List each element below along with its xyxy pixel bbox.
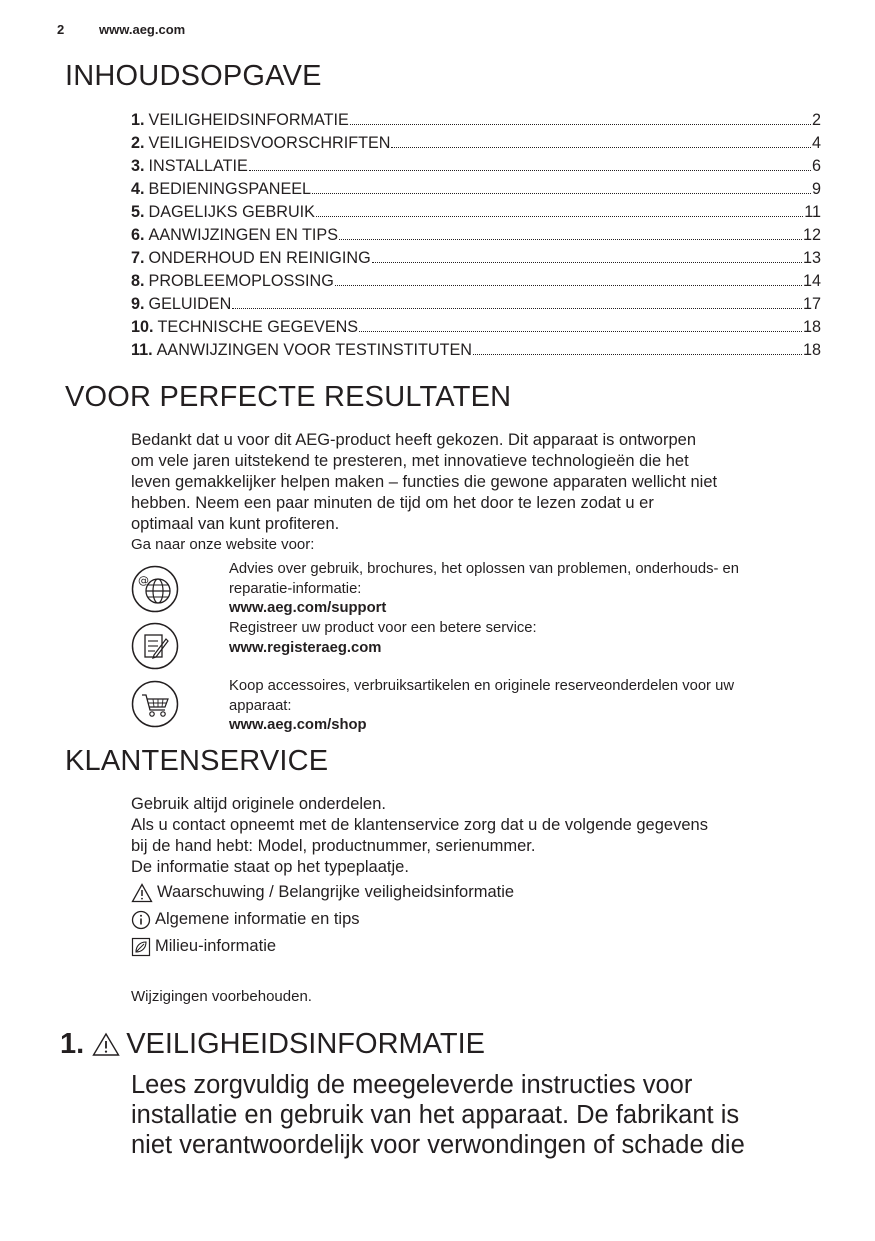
service-support-text	[229, 560, 819, 619]
text-line: hebben. Neem een paar minuten de tijd om het door te lezen zodat u er	[131, 494, 654, 512]
toc-entry[interactable]	[131, 272, 821, 295]
section-1-title: VEILIGHEIDSINFORMATIE	[126, 1028, 485, 1060]
toc-dot-leader	[249, 170, 811, 171]
toc-title: INHOUDSOPGAVE	[65, 60, 322, 92]
leaf-icon	[131, 937, 151, 957]
toc-dot-leader	[372, 262, 802, 263]
page-number: 2	[57, 22, 65, 37]
page-header	[57, 22, 185, 37]
toc-dot-leader	[335, 285, 802, 286]
text-line: Bedankt dat u voor dit AEG-product heeft gekozen. Dit apparaat is ontworpen	[131, 431, 697, 449]
toc-dot-leader	[339, 239, 802, 240]
text-line: leven gemakkelijker helpen maken – functies die gewone apparaten wellicht niet	[131, 473, 718, 491]
toc-entry-label: VEILIGHEIDSVOORSCHRIFTEN	[148, 134, 391, 152]
warning-icon	[131, 883, 153, 903]
toc-entry-number: 11.	[131, 341, 153, 359]
globe-icon	[131, 565, 179, 613]
toc-entry-number: 9.	[131, 295, 145, 313]
toc-entry-number: 10.	[131, 318, 154, 336]
toc-dot-leader	[350, 124, 811, 125]
section-1-number: 1.	[60, 1028, 85, 1060]
register-icon	[131, 622, 179, 670]
text-line: bij de hand hebt: Model, productnummer, serienummer.	[131, 837, 536, 855]
toc-dot-leader	[312, 193, 811, 194]
toc-entry-label: AANWIJZINGEN EN TIPS	[148, 226, 338, 244]
info-icon	[131, 910, 151, 930]
text-line: Lees zorgvuldig de meegeleverde instructies voor	[131, 1071, 693, 1099]
toc-entry-number: 4.	[131, 180, 145, 198]
toc-entry-number: 2.	[131, 134, 145, 152]
toc-entry[interactable]	[131, 295, 821, 318]
toc-entry-page: 4	[811, 134, 821, 152]
perfect-results-text	[131, 430, 821, 555]
shop-link[interactable]: www.aeg.com/shop	[229, 717, 367, 733]
legend-info-label: Algemene informatie en tips	[155, 910, 360, 928]
toc-entry[interactable]	[131, 249, 821, 272]
toc-entry-page: 12	[802, 226, 821, 244]
toc-entry-page: 11	[804, 203, 821, 221]
toc-dot-leader	[391, 147, 811, 148]
text-line: niet verantwoordelijk voor verwondingen of schade die	[131, 1131, 745, 1159]
changes-reserved: Wijzigingen voorbehouden.	[131, 988, 312, 1005]
toc-dot-leader	[232, 308, 802, 309]
text-line: Registreer uw product voor een betere service:	[229, 620, 537, 636]
toc-entry-label: DAGELIJKS GEBRUIK	[148, 203, 315, 221]
perfect-results-title: VOOR PERFECTE RESULTATEN	[65, 381, 512, 413]
toc-entry-page: 14	[802, 272, 821, 290]
toc-entry[interactable]	[131, 157, 821, 180]
text-line: Als u contact opneemt met de klantenservice zorg dat u de volgende gegevens	[131, 816, 708, 834]
text-line: reparatie-informatie:	[229, 580, 362, 597]
website-intro: Ga naar onze website voor:	[131, 536, 315, 553]
text-line: Gebruik altijd originele onderdelen.	[131, 795, 386, 813]
toc-entry-number: 3.	[131, 157, 145, 175]
toc-entry-label: BEDIENINGSPANEEL	[148, 180, 312, 198]
toc-entry-page: 6	[811, 157, 821, 175]
customer-service-title: KLANTENSERVICE	[65, 745, 329, 777]
toc-entry[interactable]	[131, 203, 821, 226]
service-shop-text	[229, 677, 819, 736]
toc-dot-leader	[359, 331, 802, 332]
legend-environment	[131, 933, 821, 960]
cart-icon	[131, 680, 179, 728]
text-line: installatie en gebruik van het apparaat. De fabrikant is	[131, 1101, 740, 1129]
toc-entry-number: 7.	[131, 249, 145, 267]
toc-entry-label: ONDERHOUD EN REINIGING	[148, 249, 371, 267]
toc-entry[interactable]	[131, 134, 821, 157]
customer-service-text	[131, 794, 821, 878]
toc-dot-leader	[473, 354, 802, 355]
toc-entry-label: GELUIDEN	[148, 295, 232, 313]
text-line: optimaal van kunt profiteren.	[131, 515, 340, 533]
toc-entry[interactable]	[131, 111, 821, 134]
text-line: Advies over gebruik, brochures, het oplossen van problemen, onderhouds- en	[229, 561, 739, 577]
support-link[interactable]: www.aeg.com/support	[229, 600, 387, 616]
register-link[interactable]: www.registeraeg.com	[229, 639, 382, 656]
service-register-text	[229, 619, 819, 658]
toc-entry-number: 1.	[131, 111, 145, 129]
toc-entry-label: TECHNISCHE GEGEVENS	[157, 318, 359, 336]
toc-entry-page: 13	[802, 249, 821, 267]
section-1-lead	[131, 1070, 831, 1160]
toc-entry[interactable]	[131, 341, 821, 364]
header-website: www.aeg.com	[99, 22, 186, 37]
symbol-legend	[131, 879, 821, 960]
toc-entry-page: 2	[811, 111, 821, 129]
legend-info	[131, 906, 821, 933]
legend-warning	[131, 879, 821, 906]
toc-entry-page: 17	[802, 295, 821, 313]
table-of-contents	[131, 111, 821, 364]
legend-environment-label: Milieu-informatie	[155, 937, 277, 955]
toc-entry-label: VEILIGHEIDSINFORMATIE	[148, 111, 349, 129]
toc-entry-number: 6.	[131, 226, 145, 244]
toc-entry-page: 18	[802, 341, 821, 359]
toc-entry-number: 8.	[131, 272, 145, 290]
toc-entry-page: 9	[811, 180, 821, 198]
legend-warning-label: Waarschuwing / Belangrijke veiligheidsinformatie	[157, 883, 515, 901]
svg-text:@: @	[138, 574, 149, 587]
toc-entry[interactable]	[131, 226, 821, 249]
toc-dot-leader	[316, 216, 803, 217]
toc-entry-page: 18	[802, 318, 821, 336]
text-line: apparaat:	[229, 697, 292, 714]
text-line: De informatie staat op het typeplaatje.	[131, 858, 409, 876]
toc-entry[interactable]	[131, 318, 821, 341]
text-line: om vele jaren uitstekend te presteren, met innovatieve technologieën die het	[131, 452, 689, 470]
toc-entry-label: INSTALLATIE	[148, 157, 248, 175]
text-line: Koop accessoires, verbruiksartikelen en originele reserveonderdelen voor uw	[229, 678, 735, 694]
toc-entry-label: PROBLEEMOPLOSSING	[148, 272, 334, 290]
section-1-heading	[60, 1028, 485, 1061]
toc-entry-label: AANWIJZINGEN VOOR TESTINSTITUTEN	[156, 341, 472, 359]
warning-icon	[92, 1032, 120, 1057]
toc-entry-number: 5.	[131, 203, 145, 221]
toc-entry[interactable]	[131, 180, 821, 203]
